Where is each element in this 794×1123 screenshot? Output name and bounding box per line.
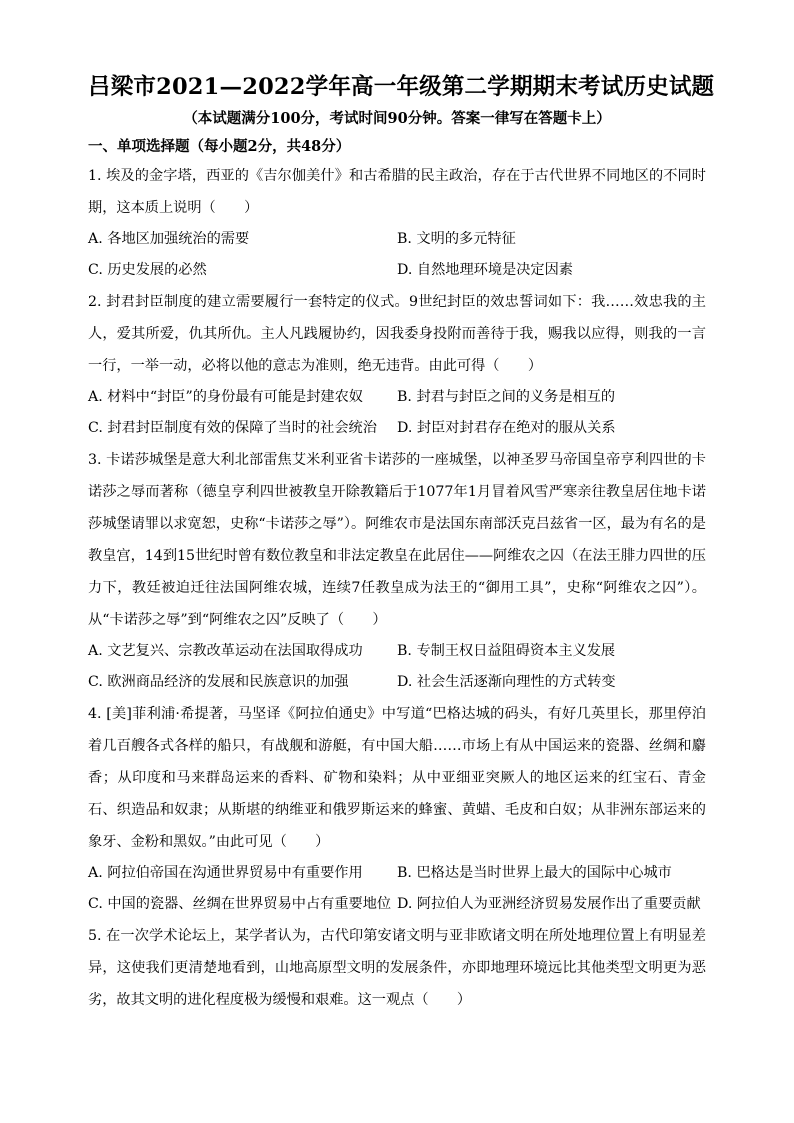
option-c: C. 欧洲商品经济的发展和民族意识的加强: [88, 674, 349, 690]
exam-subtitle: （本试题满分100分，考试时间90分钟。答案一律写在答题卡上）: [183, 110, 611, 127]
option-b: B. 专制王权日益阻碍资本主义发展: [397, 643, 616, 659]
question-stem: 5. 在一次学术论坛上，某学者认为，古代印第安诸文明与亚非欧诸文明在所处地理位置上有明显差异，这使我们更清楚地看到，山地高原型文明的发展条件，亦即地理环境远比其他类型文明更为恶劣，故其文明的进化程度极为缓慢和艰难。这一观点（ ）: [88, 928, 706, 1008]
option-c: C. 中国的瓷器、丝绸在世界贸易中占有重要地位: [88, 896, 392, 912]
option-b: B. 文明的多元特征: [397, 231, 516, 247]
option-d: D. 封臣对封君存在绝对的服从关系: [397, 420, 616, 436]
option-d: D. 阿拉伯人为亚洲经济贸易发展作出了重要贡献: [397, 896, 701, 912]
option-d: D. 自然地理环境是决定因素: [397, 262, 573, 278]
question-1: [88, 160, 706, 286]
question-4: [88, 698, 706, 920]
option-b: B. 封君与封臣之间的义务是相互的: [397, 389, 616, 405]
option-a: A. 材料中“封臣”的身份最有可能是封建农奴: [88, 389, 363, 405]
question-stem: 2. 封君封臣制度的建立需要履行一套特定的仪式。9世纪封臣的效忠誓词如下：我……效忠我的主人，爱其所爱，仇其所仇。主人凡践履协约，因我委身投附而善待于我，赐我以应得，则我的一言一行，一举一动，必将以他的意志为准则，绝无违背。由此可得（ ）: [88, 294, 706, 374]
section-heading: 一、单项选择题（每小题2分，共48分）: [88, 138, 351, 155]
option-a: A. 各地区加强统治的需要: [88, 231, 250, 247]
option-d: D. 社会生活逐渐向理性的方式转变: [397, 674, 616, 690]
option-c: C. 历史发展的必然: [88, 262, 207, 278]
option-a: A. 文艺复兴、宗教改革运动在法国取得成功: [88, 643, 363, 659]
question-stem: 1. 埃及的金字塔，西亚的《吉尔伽美什》和古希腊的民主政治，存在于古代世界不同地区的不同时期，这本质上说明（ ）: [88, 168, 706, 216]
question-5: [88, 920, 706, 1016]
exam-title: 吕梁市2021—2022学年高一年级第二学期期末考试历史试题: [88, 74, 715, 100]
option-b: B. 巴格达是当时世界上最大的国际中心城市: [397, 865, 672, 881]
option-c: C. 封君封臣制度有效的保障了当时的社会统治: [88, 420, 377, 436]
question-2: [88, 286, 706, 444]
option-grid: [88, 858, 706, 920]
question-stem: 3. 卡诺莎城堡是意大利北部雷焦艾米利亚省卡诺莎的一座城堡，以神圣罗马帝国皇帝亨利四世的卡诺莎之辱而著称（德皇亨利四世被教皇开除教籍后于1077年1月冒着风雪严寒亲往教皇居住地卡诺莎城堡请罪以求宽恕，史称“卡诺莎之辱”）。阿维农市是法国东南部沃克吕兹省一区，最为有名的是教皇宫，14到15世纪时曾有数位教皇和非法定教皇在此居住——阿维农之囚（在法王腓力四世的压力下，教廷被迫迁往法国阿维农城，连续7任教皇成为法王的“御用工具”，史称“阿维农之囚”）。从“卡诺莎之辱”到“阿维农之囚”反映了（ ）: [88, 452, 706, 628]
option-grid: [88, 636, 706, 698]
option-grid: [88, 224, 706, 286]
question-3: [88, 444, 706, 698]
question-stem: 4. [美]菲利浦·希提著，马坚译《阿拉伯通史》中写道“巴格达城的码头，有好几英里长，那里停泊着几百艘各式各样的船只，有战舰和游艇，有中国大船……市场上有从中国运来的瓷器、丝绸和麝香；从印度和马来群岛运来的香料、矿物和染料；从中亚细亚突厥人的地区运来的红宝石、青金石、织造品和奴隶；从斯堪的纳维亚和俄罗斯运来的蜂蜜、黄蜡、毛皮和白奴；从非洲东部运来的象牙、金粉和黑奴。”由此可见（ ）: [88, 706, 706, 850]
option-a: A. 阿拉伯帝国在沟通世界贸易中有重要作用: [88, 865, 363, 881]
option-grid: [88, 382, 706, 444]
